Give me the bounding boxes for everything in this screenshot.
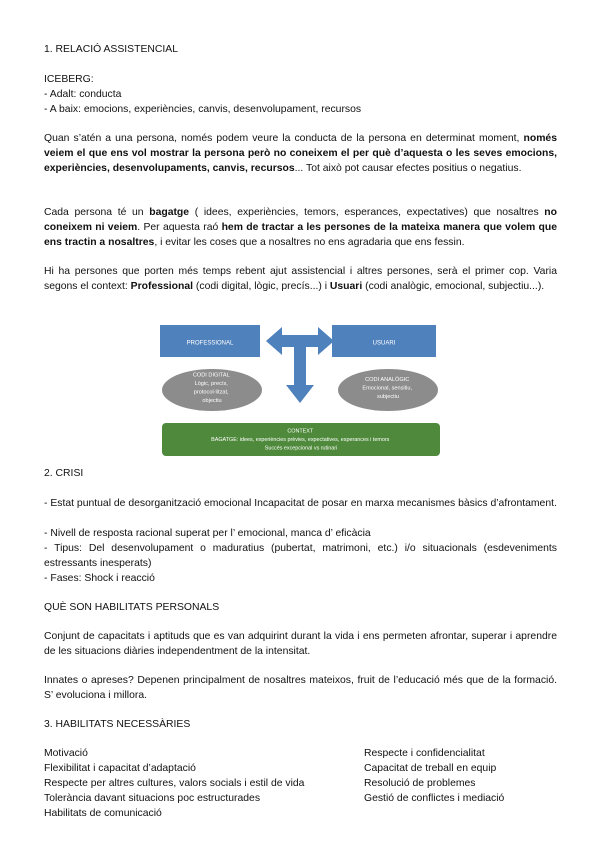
codi-digital-text: CODI DIGITAL Lògic, precís, protocol·litzat, objectiu xyxy=(192,372,230,404)
section-2-heading: 2. CRISI xyxy=(44,468,84,479)
context-text: CONTEXT BAGATGE: idees, experiències prèvies, expectatives, esperances i temors Succés excepcional vs rutinari xyxy=(211,428,390,452)
habilitats-paragraph: Innates o apreses? Depenen principalment de nosaltres mateixos, fruit de l’educació més que de la formació. S’ evoluciona i millora. xyxy=(44,675,557,701)
list-item: Gestió de conflictes i mediació xyxy=(364,793,505,804)
habilitats-paragraph: Conjunt de capacitats i aptituds que es van adquirint durant la vida i ens permeten afrontar, superar i aprendre de les situacions diàries independentment de la intensitat. xyxy=(44,631,557,657)
iceberg-item: - A baix: emocions, experiències, canvis, desenvolupament, recursos xyxy=(44,104,362,115)
professional-label: PROFESSIONAL xyxy=(186,340,234,347)
section-3-heading: 3. HABILITATS NECESSÀRIES xyxy=(44,719,191,730)
relation-diagram xyxy=(160,323,440,458)
crisi-item: - Nivell de resposta racional superat per l’ emocional, manca d’ eficàcia xyxy=(44,528,371,539)
list-item: Tolerància davant situacions poc estructurades xyxy=(44,793,261,804)
list-item: Capacitat de treball en equip xyxy=(364,763,497,774)
list-item: Flexibilitat i capacitat d’adaptació xyxy=(44,763,196,774)
paragraph-context: Hi ha persones que porten més temps rebent ajut assistencial i altres persones, serà el primer cop. Varia segons el context: Professional (codi digital, lògic, precís...) i Usuari (codi analògic, emocional, subjectiu...). xyxy=(44,266,557,292)
iceberg-title: ICEBERG: xyxy=(44,74,94,85)
list-item: Motivació xyxy=(44,748,88,759)
section-1-heading: 1. RELACIÓ ASSISTENCIAL xyxy=(44,44,178,55)
list-item: Respecte i confidencialitat xyxy=(364,748,485,759)
paragraph-bagatge: Cada persona té un bagatge ( idees, experiències, temors, esperances, expectatives) que nosaltres no coneixem ni veiem. Per aquesta raó hem de tractar a les persones de la mateixa manera que volem que ens tractin a nosaltres, i evitar les coses que a nosaltres no ens agradaria que ens fessin. xyxy=(44,207,557,248)
usuari-label: USUARI xyxy=(372,340,396,347)
list-item: Resolució de problemes xyxy=(364,778,476,789)
iceberg-item: - Adalt: conducta xyxy=(44,89,122,100)
habilitats-heading: QUÈ SON HABILITATS PERSONALS xyxy=(44,602,220,613)
list-item: Habilitats de comunicació xyxy=(44,808,162,819)
list-item: Respecte per altres cultures, valors socials i estil de vida xyxy=(44,778,305,789)
codi-analogic-text: CODI ANALÒGIC Emocional, sensitiu, subjectiu xyxy=(362,377,413,400)
crisi-item: - Estat puntual de desorganització emocional Incapacitat de posar en marxa mecanismes bàsics d’afrontament. xyxy=(44,498,557,509)
crisi-item: - Fases: Shock i reacció xyxy=(44,573,155,584)
arrow-down xyxy=(286,347,314,403)
crisi-item: - Tipus: Del desenvolupament o maduratius (pubertat, matrimoni, etc.) i/o situacionals (esdeveniments estressants inesperats) xyxy=(44,543,557,569)
paragraph-conducta: Quan s’atén a una persona, només podem veure la conducta de la persona en determinat moment, només veiem el que ens vol mostrar la persona però no coneixem el per què d’aquesta o les seves emocions, experiències, desenvolupaments, canvis, recursos... Tot això pot causar efectes positius o negatius. xyxy=(44,133,557,174)
